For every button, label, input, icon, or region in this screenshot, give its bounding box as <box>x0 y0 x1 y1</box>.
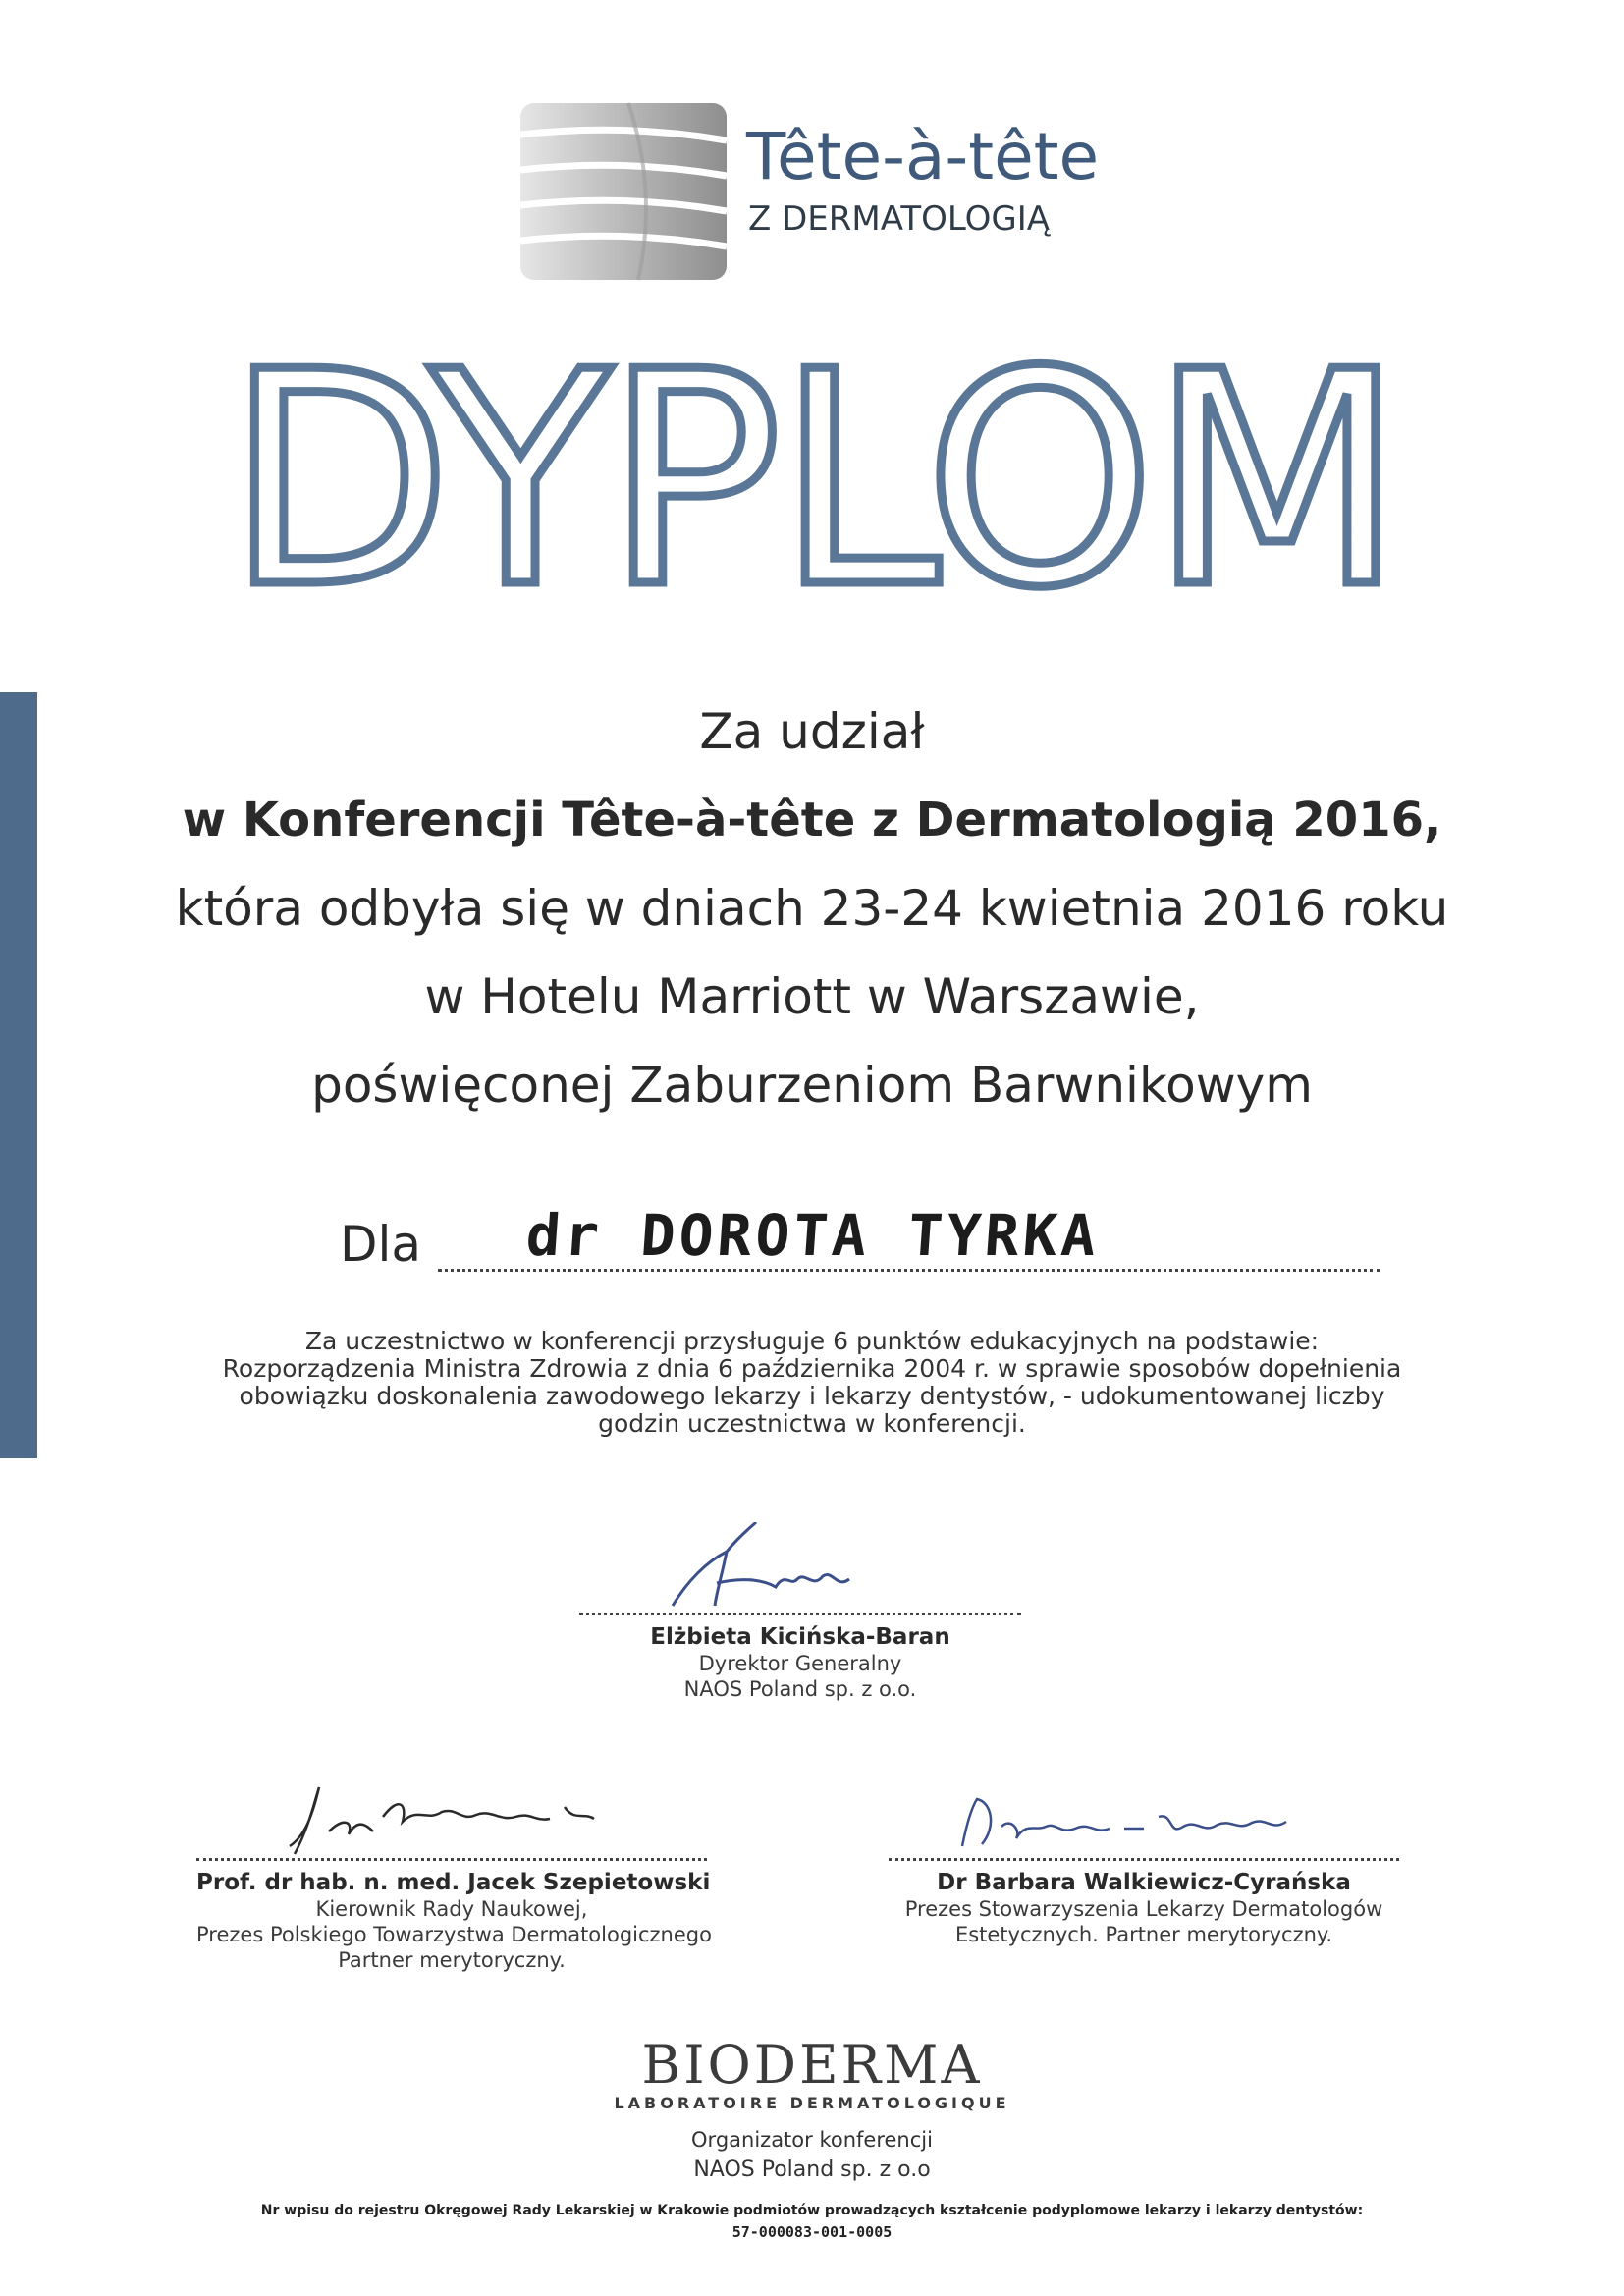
signature-block-center <box>579 1522 1021 1702</box>
legal-line-1: Za uczestnictwo w konferencji przysługuje 6 punktów edukacyjnych na podstawie: <box>304 1327 1320 1355</box>
registry-number: 57-000083-001-0005 <box>731 2223 893 2241</box>
recipient-row <box>340 1202 1380 1286</box>
signature-line-left <box>196 1858 707 1861</box>
conference-logo <box>511 93 1119 290</box>
organizer-brand-logo: BIODERMA <box>641 2034 983 2096</box>
signatory-left-role-1: Kierownik Rady Naukowej, <box>315 1897 588 1921</box>
signatory-left-name: Prof. dr hab. n. med. Jacek Szepietowski <box>196 1870 711 1895</box>
diploma-heading: DYPLOM <box>225 309 1399 652</box>
recipient-label: Dla <box>340 1216 422 1273</box>
recipient-name: dr DOROTA TYRKA <box>523 1202 1103 1269</box>
recipient-dotted-line <box>438 1269 1380 1272</box>
legal-line-2: Rozporządzenia Ministra Zdrowia z dnia 6 października 2004 r. w sprawie sposobów dopełnienia <box>222 1354 1402 1383</box>
logo-subtitle: Z DERMATOLOGIĄ <box>748 199 1050 239</box>
organizer-block <box>0 2034 1624 2185</box>
logo-title: Tête-à-tête <box>746 119 1100 194</box>
body-line-3: która odbyła się w dniach 23-24 kwietnia 2016 roku <box>175 880 1449 937</box>
signature-line-center <box>579 1613 1021 1615</box>
registry-note: Nr wpisu do rejestru Okręgowej Rady Lekarskiej w Krakowie podmiotów prowadzących kształcenie podyplomowe lekarzy i lekarzy dentystów: <box>260 2203 1364 2218</box>
body-line-5: poświęconej Zaburzeniom Barwnikowym <box>311 1057 1313 1114</box>
striped-cylinder-icon <box>511 93 736 290</box>
signature-block-right <box>889 1777 1399 1947</box>
diploma-body <box>0 687 1624 1129</box>
registry-footer <box>0 2200 1624 2243</box>
legal-line-3: obowiązku doskonalenia zawodowego lekarzy i lekarzy dentystów, - udokumentowanej liczby <box>239 1382 1385 1410</box>
signatory-left-role-3: Partner merytoryczny. <box>338 1948 566 1972</box>
legal-line-4: godzin uczestnictwa w konferencji. <box>598 1409 1026 1438</box>
signatory-left-role-2: Prezes Polskiego Towarzystwa Dermatologicznego <box>196 1923 712 1946</box>
body-line-1: Za udział <box>699 703 925 760</box>
body-line-4: w Hotelu Marriott w Warszawie, <box>424 968 1200 1025</box>
handwritten-signature-right <box>889 1777 1399 1858</box>
signature-line-right <box>889 1858 1399 1861</box>
signatory-center-name: Elżbieta Kicińska-Baran <box>650 1624 950 1650</box>
handwritten-signature-left <box>196 1777 707 1858</box>
signatory-center-role-2: NAOS Poland sp. z o.o. <box>683 1677 917 1701</box>
organizer-brand-tagline: LABORATOIRE DERMATOLOGIQUE <box>614 2094 1010 2112</box>
organizer-label: Organizator konferencji <box>691 2128 933 2152</box>
legal-note <box>0 1328 1624 1438</box>
signature-block-left <box>196 1777 712 1973</box>
signatory-right-name: Dr Barbara Walkiewicz-Cyrańska <box>937 1870 1351 1895</box>
organizer-company: NAOS Poland sp. z o.o <box>693 2158 931 2182</box>
signatory-right-role-1: Prezes Stowarzyszenia Lekarzy Dermatologów <box>904 1897 1383 1921</box>
signatory-center-role-1: Dyrektor Generalny <box>698 1652 902 1675</box>
body-line-2: w Konferencji Tête-à-tête z Dermatologią 2016, <box>182 793 1442 847</box>
signatory-right-role-2: Estetycznych. Partner merytoryczny. <box>954 1923 1333 1946</box>
handwritten-signature-center <box>579 1522 1021 1613</box>
